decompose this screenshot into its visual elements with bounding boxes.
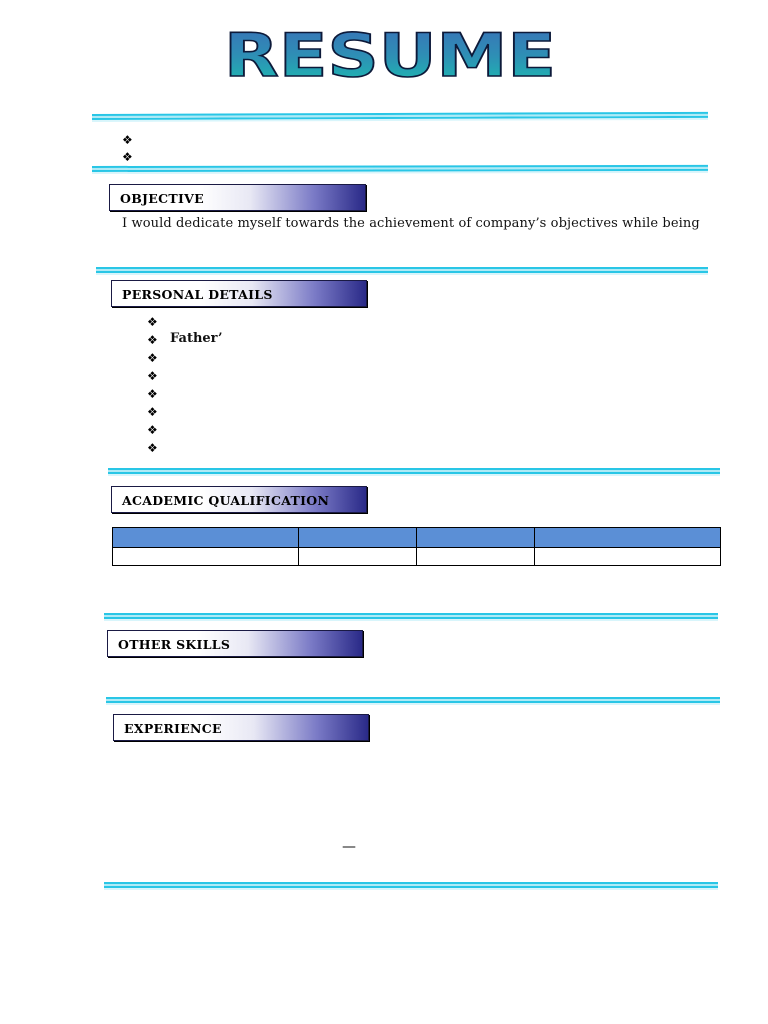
objective-text: I would dedicate myself towards the achievement of company’s objectives while being <box>122 216 700 231</box>
resume-title-text: RESUME <box>224 22 556 84</box>
objective-heading: OBJECTIVE <box>109 184 366 211</box>
divider-rule <box>106 697 720 705</box>
academic-qualification-heading: ACADEMIC QUALIFICATION <box>111 486 367 513</box>
bullet-diamond-icon: ❖ <box>147 369 158 383</box>
table-cell <box>534 548 720 566</box>
personal-detail-item: Father’ <box>170 331 223 346</box>
divider-rule <box>104 882 718 890</box>
bullet-diamond-icon: ❖ <box>147 387 158 401</box>
personal-details-heading: PERSONAL DETAILS <box>111 280 367 307</box>
table-header-cell <box>534 528 720 548</box>
divider-rule <box>92 165 708 174</box>
academic-table <box>112 527 721 566</box>
table-header-row <box>113 528 721 548</box>
table-cell <box>416 548 534 566</box>
experience-heading: EXPERIENCE <box>113 714 369 741</box>
resume-title <box>220 22 560 84</box>
divider-rule <box>104 613 718 621</box>
bullet-diamond-icon: ❖ <box>147 423 158 437</box>
other-skills-heading: OTHER SKILLS <box>107 630 363 657</box>
divider-rule <box>96 267 708 275</box>
divider-rule <box>92 112 708 122</box>
table-header-cell <box>113 528 299 548</box>
bullet-diamond-icon: ❖ <box>147 441 158 455</box>
bullet-diamond-icon: ❖ <box>147 351 158 365</box>
bullet-diamond-icon: ❖ <box>147 333 158 347</box>
table-cell <box>299 548 417 566</box>
divider-rule <box>108 468 720 476</box>
bullet-diamond-icon: ❖ <box>147 405 158 419</box>
table-row <box>113 548 721 566</box>
experience-dash: — <box>342 839 356 855</box>
bullet-diamond-icon: ❖ <box>122 150 133 164</box>
table-header-cell <box>299 528 417 548</box>
bullet-diamond-icon: ❖ <box>147 315 158 329</box>
table-header-cell <box>416 528 534 548</box>
bullet-diamond-icon: ❖ <box>122 133 133 147</box>
table-cell <box>113 548 299 566</box>
